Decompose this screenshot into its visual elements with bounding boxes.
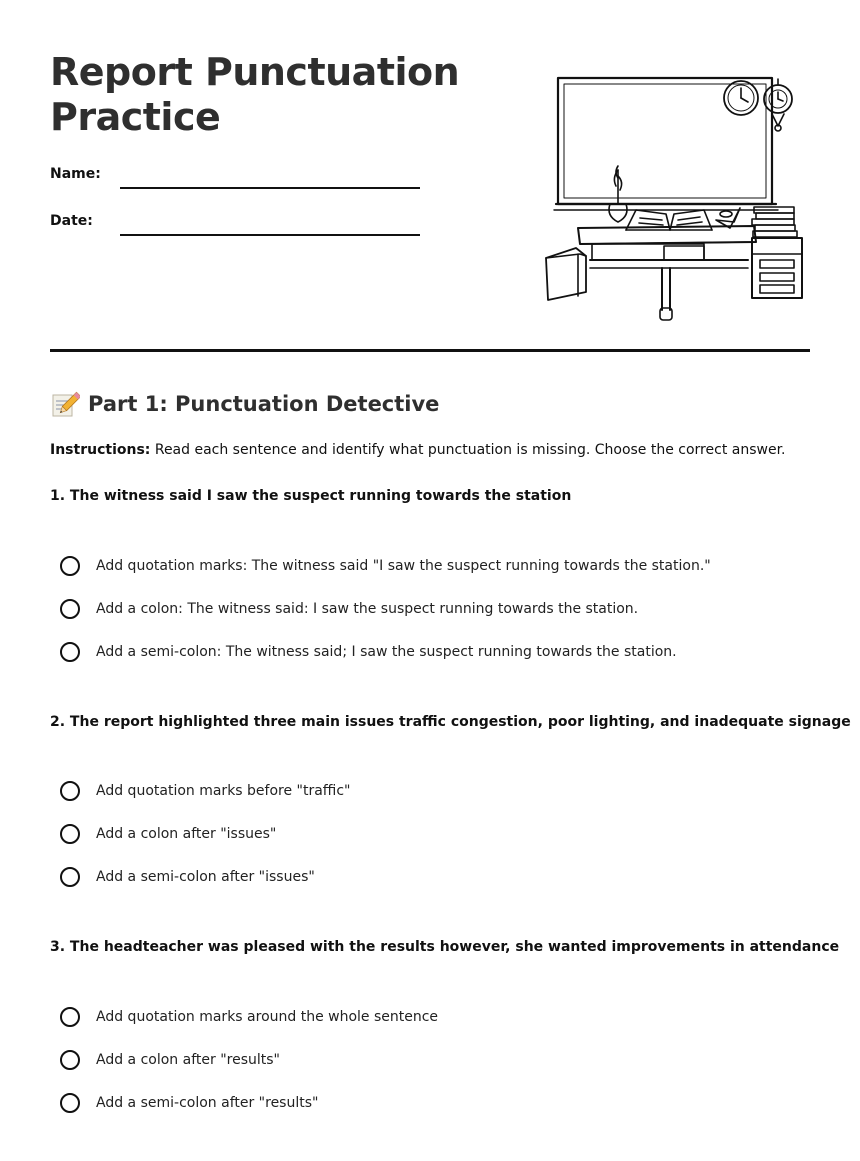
section-title: Part 1: Punctuation Detective (88, 392, 440, 416)
question-2-option-c[interactable] (60, 865, 315, 889)
radio-button[interactable] (60, 867, 80, 887)
instructions (50, 442, 786, 458)
question-2-option-b[interactable] (60, 822, 276, 846)
classroom-illustration (540, 70, 810, 332)
pencil-memo-icon (50, 389, 80, 419)
radio-button[interactable] (60, 824, 80, 844)
name-label: Name: (50, 166, 101, 182)
question-1-option-c[interactable] (60, 640, 677, 664)
radio-button[interactable] (60, 1007, 80, 1027)
question-3-option-b[interactable] (60, 1048, 280, 1072)
option-label: Add a semi-colon after "issues" (96, 869, 315, 885)
date-field[interactable] (120, 234, 420, 236)
question-1: 1. The witness said I saw the suspect running towards the station (50, 488, 572, 504)
radio-button[interactable] (60, 1093, 80, 1113)
section-divider (50, 349, 810, 352)
option-label: Add a semi-colon after "results" (96, 1095, 319, 1111)
radio-button[interactable] (60, 781, 80, 801)
question-3-option-c[interactable] (60, 1091, 318, 1115)
question-3-option-a[interactable] (60, 1005, 438, 1029)
option-label: Add quotation marks around the whole sentence (96, 1009, 439, 1025)
date-label: Date: (50, 213, 93, 229)
option-label: Add a colon after "results" (96, 1052, 280, 1068)
radio-button[interactable] (60, 556, 80, 576)
radio-button[interactable] (60, 599, 80, 619)
option-label: Add quotation marks before "traffic" (96, 783, 351, 799)
option-label: Add quotation marks: The witness said "I saw the suspect running towards the station." (96, 558, 711, 574)
radio-button[interactable] (60, 642, 80, 662)
page-title: Report Punctuation Practice (50, 50, 460, 139)
question-3: 3. The headteacher was pleased with the results however, she wanted improvements in attendance (50, 939, 840, 955)
question-1-option-a[interactable] (60, 554, 711, 578)
instructions-label: Instructions: (50, 442, 151, 458)
question-2-option-a[interactable] (60, 779, 350, 803)
option-label: Add a colon after "issues" (96, 826, 277, 842)
option-label: Add a semi-colon: The witness said; I saw the suspect running towards the station. (96, 644, 677, 660)
option-label: Add a colon: The witness said: I saw the suspect running towards the station. (96, 601, 639, 617)
instructions-text: Read each sentence and identify what punctuation is missing. Choose the correct answer. (150, 442, 786, 458)
name-field[interactable] (120, 187, 420, 189)
question-2: 2. The report highlighted three main issues traffic congestion, poor lighting, and inadequate signage (50, 714, 851, 730)
radio-button[interactable] (60, 1050, 80, 1070)
part1-heading (50, 388, 439, 420)
question-1-option-b[interactable] (60, 597, 638, 621)
